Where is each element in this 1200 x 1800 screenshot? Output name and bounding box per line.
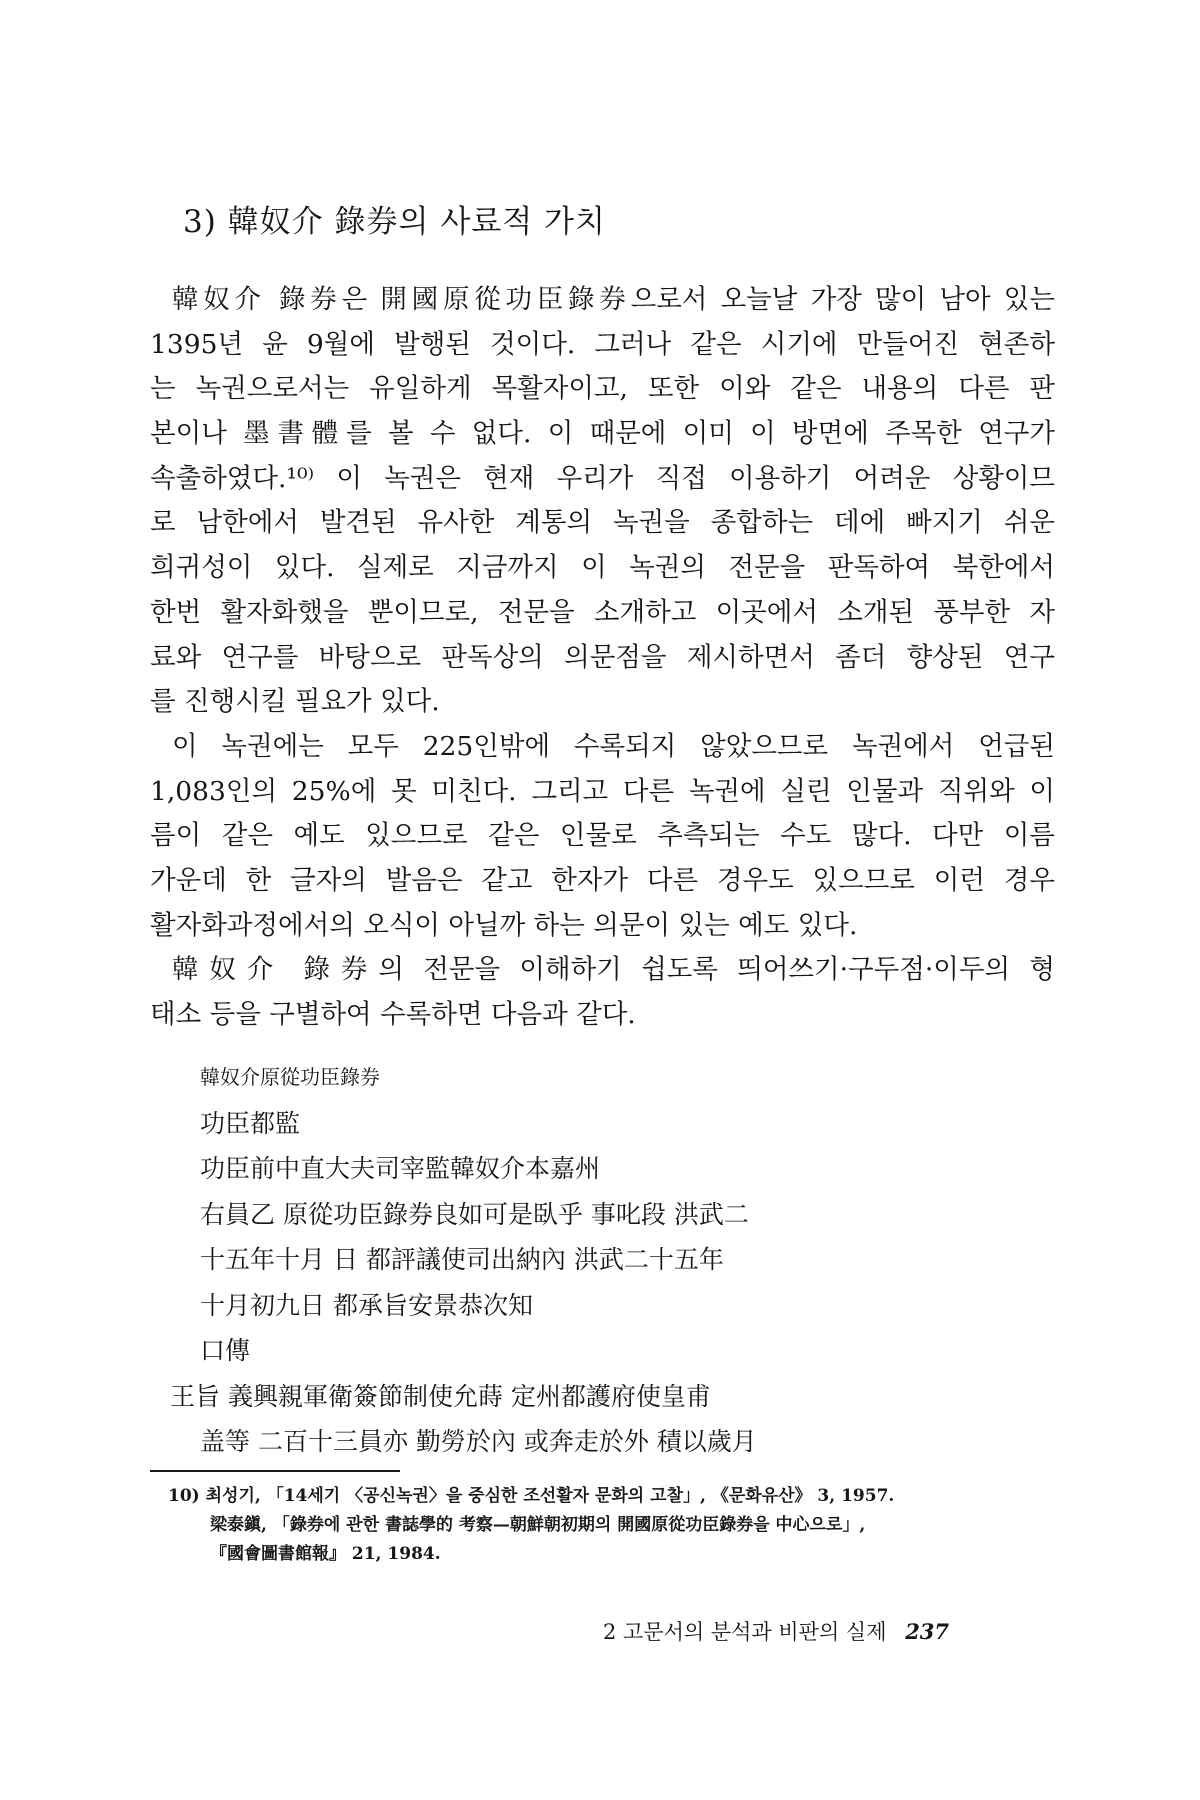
body-line: 1,083인의 25%에 못 미친다. 그리고 다른 녹권에 실린 인물과 직위와 이 xyxy=(150,775,1055,807)
transcription-line: 口傳 xyxy=(200,1336,251,1365)
transcription-line: 功臣前中直大夫司宰監韓奴介本嘉州 xyxy=(200,1154,601,1183)
body-line: 1395년 윤 9월에 발행된 것이다. 그러나 같은 시기에 만들어진 현존하 xyxy=(150,328,1055,360)
transcription-line: 韓奴介原從功臣錄券 xyxy=(200,1065,380,1089)
body-line: 료와 연구를 바탕으로 판독상의 의문점을 제시하면서 좀더 향상된 연구 xyxy=(150,641,1055,673)
transcription-line: 十五年十月 日 都評議使司出納內 洪武二十五年 xyxy=(200,1245,724,1274)
footnote-line: 『國會圖書館報』 21, 1984. xyxy=(210,1544,441,1564)
body-line: 는 녹권으로서는 유일하게 목활자이고, 또한 이와 같은 내용의 다른 판 xyxy=(150,373,1055,405)
body-line: 름이 같은 예도 있으므로 같은 인물로 추측되는 수도 많다. 다만 이름 xyxy=(150,820,1055,852)
body-line: 속출하였다.¹⁰⁾ 이 녹권은 현재 우리가 직접 이용하기 어려운 상황이므 xyxy=(150,462,1055,494)
transcription-line: 盖等 二百十三員亦 勤勞於內 或奔走於外 積以歲月 xyxy=(200,1427,757,1456)
body-line: 가운데 한 글자의 발음은 같고 한자가 다른 경우도 있으므로 이런 경우 xyxy=(150,864,1055,896)
body-line: 韓奴介 錄券의 전문을 이해하기 쉽도록 띄어쓰기·구두점·이두의 형 xyxy=(172,954,1055,986)
page-number: 237 xyxy=(905,1619,950,1644)
body-line: 희귀성이 있다. 실제로 지금까지 이 녹권의 전문을 판독하여 북한에서 xyxy=(150,552,1055,584)
body-text xyxy=(150,278,1055,1038)
footnote-line: 梁泰鎭, 「錄券에 관한 書誌學的 考察—朝鮮朝初期의 開國原從功臣錄券을 中心으로」, xyxy=(210,1515,866,1535)
transcription-line: 王旨 義興親軍衛簽節制使允蒔 定州都護府使皇甫 xyxy=(170,1381,711,1411)
transcription-line: 十月初九日 都承旨安景恭次知 xyxy=(200,1290,533,1320)
body-line: 이 녹권에는 모두 225인밖에 수록되지 않았으므로 녹권에서 언급된 xyxy=(172,730,1055,762)
chapter-title: 2 고문서의 분석과 비판의 실제 xyxy=(603,1620,887,1644)
body-line: 활자화과정에서의 오식이 아닐까 하는 의문이 있는 예도 있다. xyxy=(150,909,858,941)
footnotes xyxy=(168,1482,1068,1569)
running-footer xyxy=(603,1616,949,1646)
body-line: 를 진행시킬 필요가 있다. xyxy=(150,686,440,718)
transcription-line: 功臣都監 xyxy=(200,1108,301,1138)
footnote-divider xyxy=(150,1470,400,1472)
body-line: 한번 활자화했을 뿐이므로, 전문을 소개하고 이곳에서 소개된 풍부한 자 xyxy=(150,596,1055,628)
body-line: 韓奴介 錄券은 開國原從功臣錄券으로서 오늘날 가장 많이 남아 있는 xyxy=(172,284,1055,315)
body-line: 본이나 墨書體를 볼 수 없다. 이 때문에 이미 이 방면에 주목한 연구가 xyxy=(150,418,1055,450)
transcription-line: 右員乙 原從功臣錄券良如可是臥乎 事叱段 洪武二 xyxy=(200,1199,749,1229)
document-transcription xyxy=(170,1055,870,1465)
body-line: 태소 등을 구별하여 수록하면 다음과 같다. xyxy=(150,999,636,1030)
body-line: 로 남한에서 발견된 유사한 계통의 녹권을 종합하는 데에 빠지기 쉬운 xyxy=(150,507,1055,539)
footnote-line: 10) 최성기, 「14세기 〈공신녹권〉을 중심한 조선활자 문화의 고찰」, 《문화유산》 3, 1957. xyxy=(168,1486,895,1506)
section-heading: 3) 韓奴介 錄券의 사료적 가치 xyxy=(183,204,606,240)
